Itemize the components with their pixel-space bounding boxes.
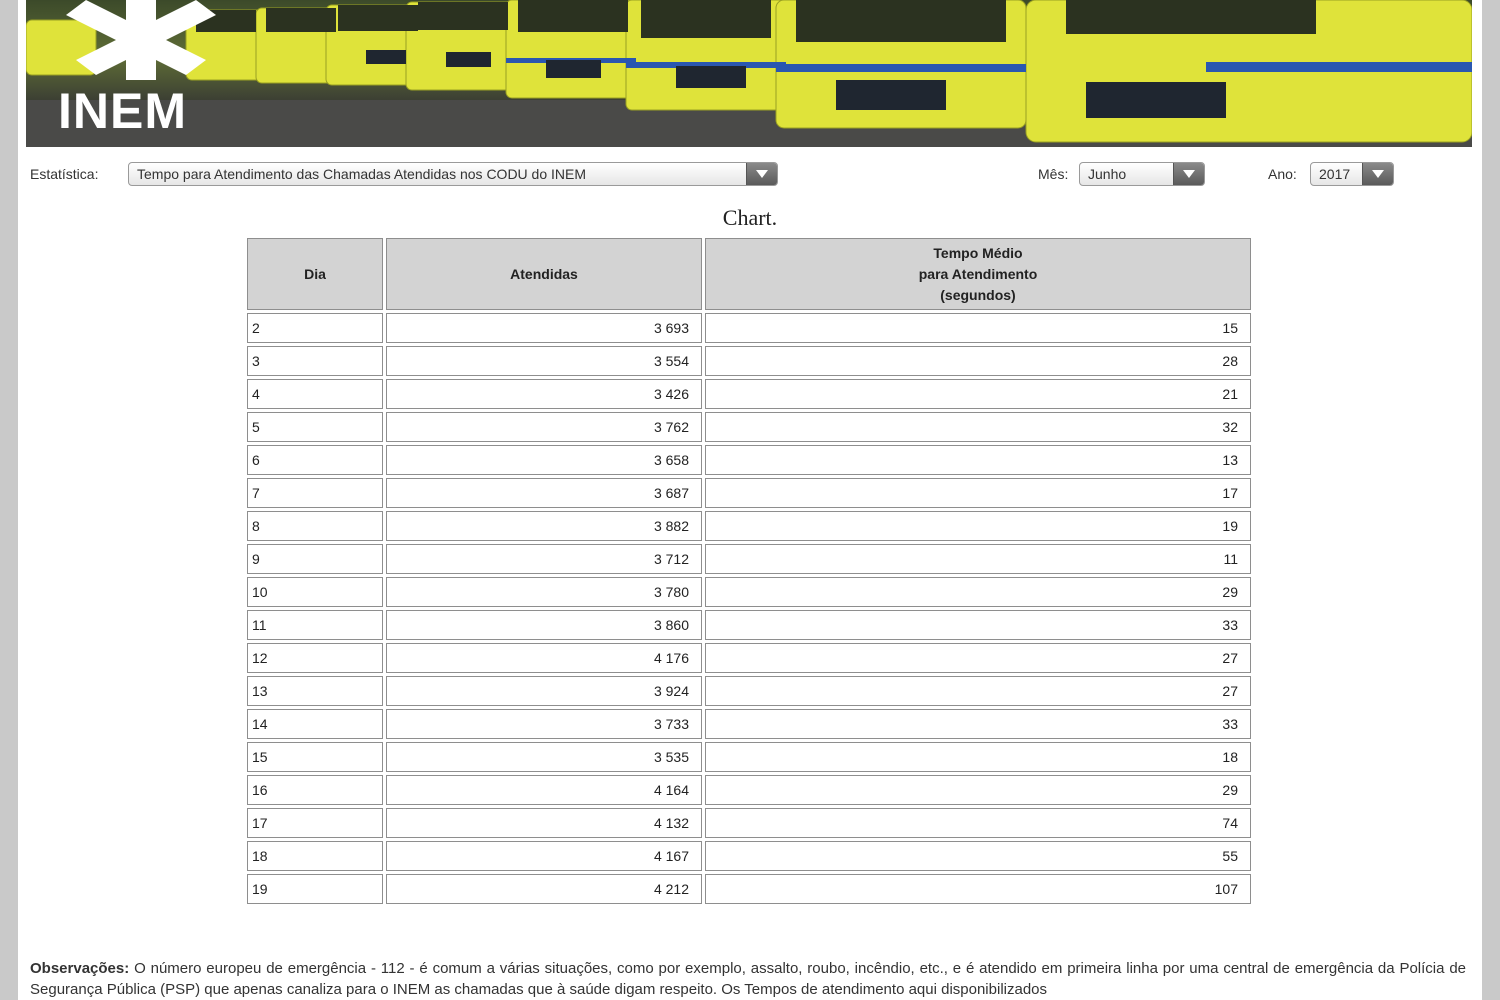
cell-atendidas: 3 693	[386, 313, 702, 343]
chevron-down-icon[interactable]	[1173, 163, 1204, 185]
header-dia: Dia	[247, 238, 383, 310]
inem-logo-text: INEM	[58, 83, 187, 139]
table-row	[247, 775, 1251, 805]
table-row	[247, 676, 1251, 706]
cell-atendidas: 3 780	[386, 577, 702, 607]
cell-dia: 13	[247, 676, 383, 706]
cell-tempo: 33	[705, 709, 1251, 739]
filter-controls	[18, 160, 1482, 192]
table-header-row	[247, 238, 1251, 310]
cell-tempo: 74	[705, 808, 1251, 838]
cell-atendidas: 3 882	[386, 511, 702, 541]
table-row	[247, 643, 1251, 673]
cell-tempo: 107	[705, 874, 1251, 904]
table-row	[247, 742, 1251, 772]
cell-tempo: 19	[705, 511, 1251, 541]
cell-dia: 3	[247, 346, 383, 376]
cell-atendidas: 3 687	[386, 478, 702, 508]
cell-atendidas: 4 212	[386, 874, 702, 904]
table-row	[247, 478, 1251, 508]
cell-tempo: 55	[705, 841, 1251, 871]
cell-dia: 7	[247, 478, 383, 508]
table-row	[247, 610, 1251, 640]
cell-atendidas: 3 535	[386, 742, 702, 772]
cell-tempo: 18	[705, 742, 1251, 772]
header-tempo-line2: para Atendimento	[918, 265, 1038, 282]
cell-tempo: 29	[705, 577, 1251, 607]
page	[18, 0, 1482, 1000]
cell-dia: 16	[247, 775, 383, 805]
mes-value: Junho	[1088, 166, 1127, 182]
cell-dia: 19	[247, 874, 383, 904]
cell-dia: 10	[247, 577, 383, 607]
cell-dia: 2	[247, 313, 383, 343]
header-tempo-medio	[705, 238, 1251, 310]
estatistica-value: Tempo para Atendimento das Chamadas Atendidas nos CODU do INEM	[137, 166, 587, 182]
cell-atendidas: 3 860	[386, 610, 702, 640]
header-tempo-line3: (segundos)	[940, 286, 1016, 303]
cell-tempo: 17	[705, 478, 1251, 508]
table-row	[247, 313, 1251, 343]
cell-atendidas: 3 924	[386, 676, 702, 706]
chevron-down-icon[interactable]	[1362, 163, 1393, 185]
cell-tempo: 13	[705, 445, 1251, 475]
cell-atendidas: 3 554	[386, 346, 702, 376]
cell-tempo: 11	[705, 544, 1251, 574]
table-row	[247, 412, 1251, 442]
table-row	[247, 841, 1251, 871]
inem-banner	[26, 0, 1472, 147]
table-row	[247, 346, 1251, 376]
table-row	[247, 709, 1251, 739]
cell-dia: 4	[247, 379, 383, 409]
cell-tempo: 32	[705, 412, 1251, 442]
cell-tempo: 28	[705, 346, 1251, 376]
observacoes	[30, 958, 1466, 1000]
cell-dia: 6	[247, 445, 383, 475]
table-row	[247, 874, 1251, 904]
table-row	[247, 808, 1251, 838]
cell-atendidas: 3 658	[386, 445, 702, 475]
ano-value: 2017	[1319, 166, 1351, 182]
cell-dia: 17	[247, 808, 383, 838]
ano-label: Ano:	[1268, 166, 1297, 182]
cell-dia: 11	[247, 610, 383, 640]
cell-atendidas: 3 762	[386, 412, 702, 442]
observacoes-text: O número europeu de emergência - 112 - é comum a várias situações, como por exemplo, assalto, roubo, incêndio, etc., e é atendido em primeira linha por uma central de emergência da Polícia de Segurança Pública (PSP) que apenas canaliza para o INEM as chamadas que à saúde digam respeito. Os Tempos de atendimento aqui disponibilizados	[30, 960, 1467, 998]
estatistica-label: Estatística:	[30, 166, 99, 182]
table-row	[247, 445, 1251, 475]
table-row	[247, 511, 1251, 541]
cell-atendidas: 4 132	[386, 808, 702, 838]
cell-dia: 12	[247, 643, 383, 673]
table-row	[247, 544, 1251, 574]
cell-tempo: 21	[705, 379, 1251, 409]
estatistica-select[interactable]	[128, 162, 778, 186]
ano-select[interactable]	[1310, 162, 1394, 186]
cell-atendidas: 3 733	[386, 709, 702, 739]
ambulance-fleet-photo	[26, 0, 1472, 147]
table-body	[247, 313, 1251, 904]
cell-tempo: 27	[705, 643, 1251, 673]
cell-dia: 14	[247, 709, 383, 739]
header-tempo-line1: Tempo Médio	[933, 244, 1023, 261]
mes-label: Mês:	[1038, 166, 1069, 182]
observacoes-label: Observações:	[30, 960, 130, 977]
cell-dia: 9	[247, 544, 383, 574]
cell-tempo: 27	[705, 676, 1251, 706]
cell-atendidas: 3 426	[386, 379, 702, 409]
cell-dia: 5	[247, 412, 383, 442]
cell-atendidas: 4 176	[386, 643, 702, 673]
mes-select[interactable]	[1079, 162, 1205, 186]
table-row	[247, 577, 1251, 607]
cell-dia: 8	[247, 511, 383, 541]
cell-tempo: 15	[705, 313, 1251, 343]
header-atendidas: Atendidas	[386, 238, 702, 310]
cell-dia: 15	[247, 742, 383, 772]
table-row	[247, 379, 1251, 409]
cell-atendidas: 4 167	[386, 841, 702, 871]
cell-tempo: 29	[705, 775, 1251, 805]
cell-dia: 18	[247, 841, 383, 871]
chart-title: Chart.	[722, 205, 778, 230]
cell-tempo: 33	[705, 610, 1251, 640]
chevron-down-icon[interactable]	[746, 163, 777, 185]
statistics-table	[244, 235, 1254, 907]
cell-atendidas: 4 164	[386, 775, 702, 805]
cell-atendidas: 3 712	[386, 544, 702, 574]
